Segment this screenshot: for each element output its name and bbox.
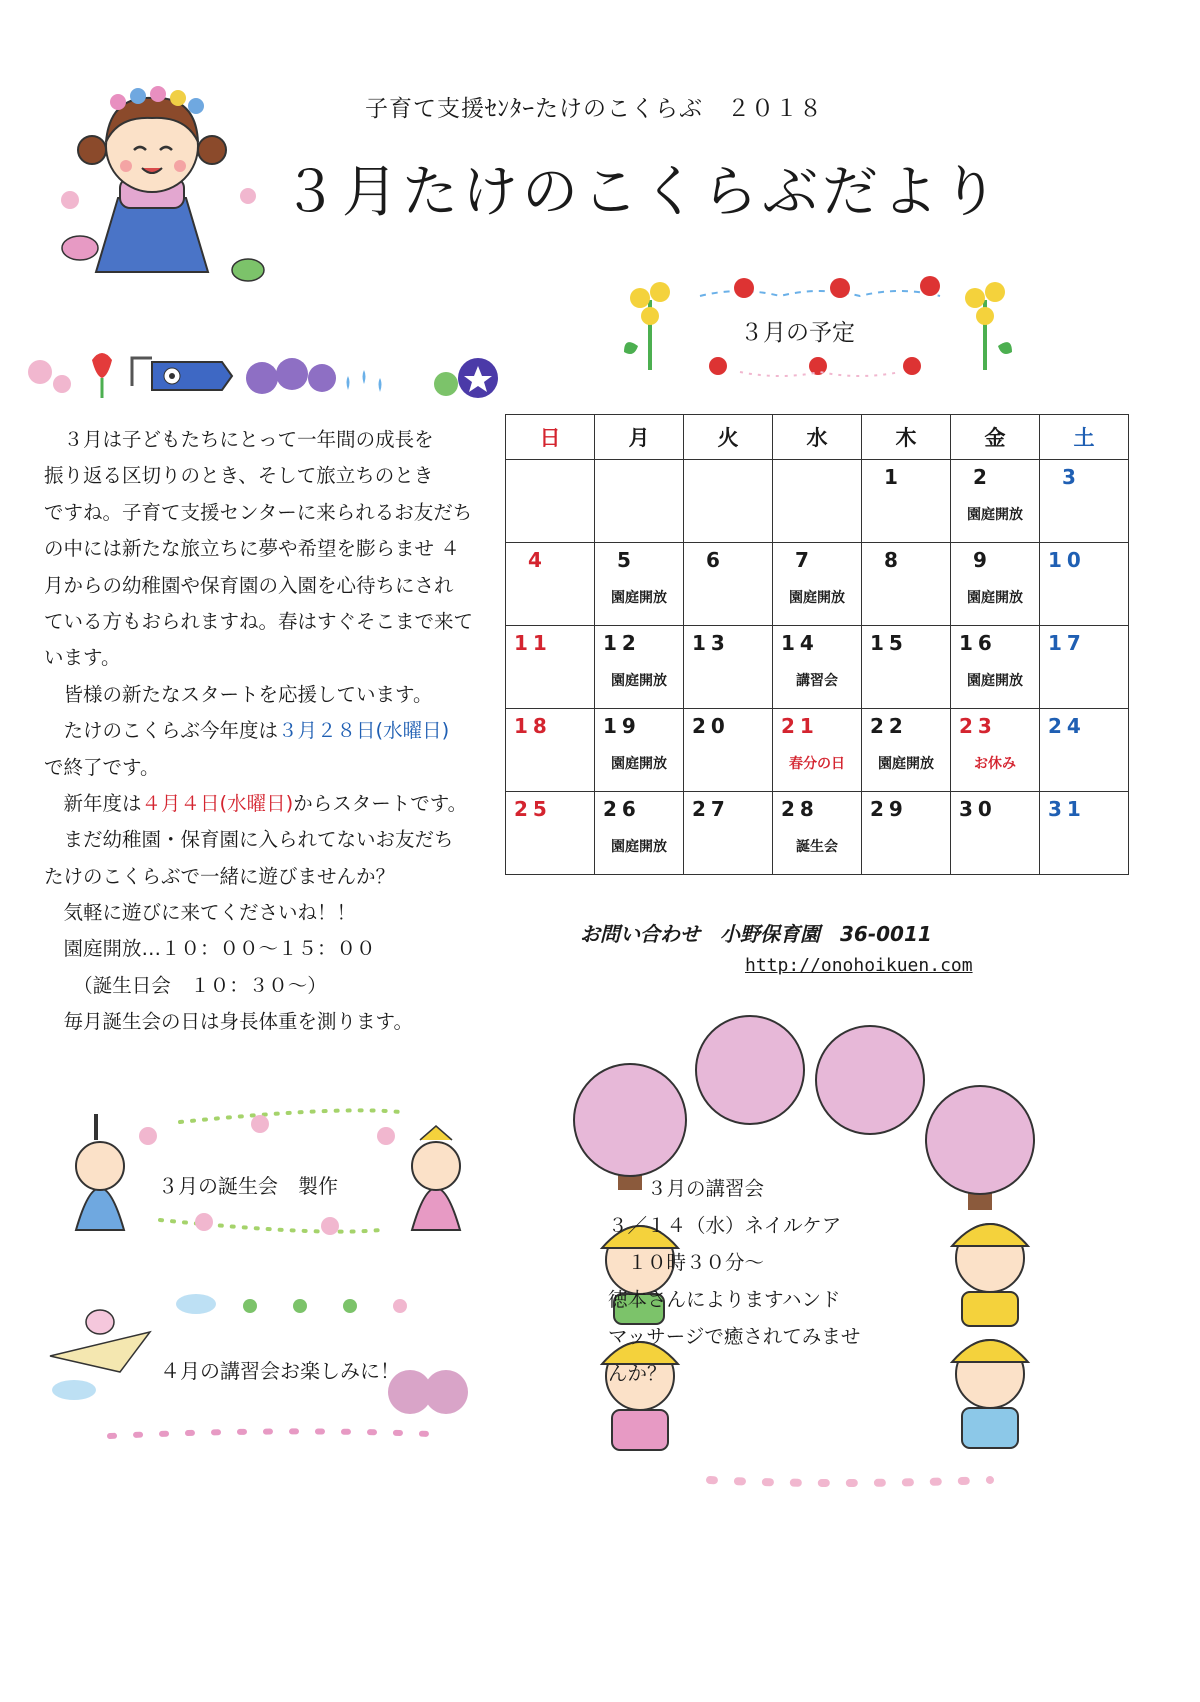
day-number: 2 xyxy=(973,465,992,489)
day-event: 園庭開放 xyxy=(967,673,1023,689)
calendar-day-cell xyxy=(506,709,595,792)
day-number: 20 xyxy=(692,714,730,738)
intro-line: の中には新たな旅立ちに夢や希望を膨らませ ４ xyxy=(44,537,460,561)
calendar-week-row xyxy=(506,543,1129,626)
calendar-day-cell xyxy=(1040,709,1129,792)
intro-line: ている方もおられますね。春はすぐそこまで来て xyxy=(44,609,474,633)
weekday-header: 火 xyxy=(684,415,773,460)
calendar-header-row xyxy=(506,415,1129,460)
intro-line: ですね。子育て支援センターに来られるお友だち xyxy=(44,500,473,524)
birthday-craft-label: ３月の誕生会 製作 xyxy=(158,1174,338,1198)
calendar-day-cell xyxy=(862,626,951,709)
day-number: 11 xyxy=(514,631,552,655)
calendar-day-cell xyxy=(684,460,773,543)
intro-line: 月からの幼稚園や保育園の入園を心待ちにされ xyxy=(44,573,454,597)
day-number: 1 xyxy=(884,465,903,489)
lecture-line: １０時３０分～ xyxy=(608,1251,765,1274)
calendar-day-cell xyxy=(862,460,951,543)
day-event: 園庭開放 xyxy=(611,673,667,689)
girl-illustration xyxy=(61,86,264,281)
calendar-table xyxy=(505,414,1129,875)
day-number: 24 xyxy=(1048,714,1086,738)
lecture-line: んか？ xyxy=(608,1362,667,1385)
intro-line: 皆様の新たなスタートを応援しています。 xyxy=(44,682,433,706)
day-event: 園庭開放 xyxy=(878,756,934,772)
day-number: 18 xyxy=(514,714,552,738)
calendar-week-row xyxy=(506,460,1129,543)
day-event: 園庭開放 xyxy=(967,507,1023,523)
end-date-line xyxy=(44,713,504,749)
weekday-header: 月 xyxy=(595,415,684,460)
april-lecture-label: ４月の講習会お楽しみに！ xyxy=(160,1359,400,1383)
weekday-header: 木 xyxy=(862,415,951,460)
calendar-day-cell xyxy=(862,543,951,626)
day-number: 9 xyxy=(973,548,992,572)
intro-line: まだ幼稚園・保育園に入られてないお友だち xyxy=(44,828,454,852)
end-suffix: で終了です。 xyxy=(44,755,160,779)
calendar-day-cell xyxy=(773,460,862,543)
calendar-day-cell xyxy=(684,543,773,626)
day-number: 31 xyxy=(1048,797,1086,821)
calendar-day-cell xyxy=(506,792,595,875)
start-date: ４月４日(水曜日) xyxy=(141,791,294,815)
calendar-body xyxy=(506,460,1129,875)
calendar-week-row xyxy=(506,792,1129,875)
weekday-header: 金 xyxy=(951,415,1040,460)
calendar-day-cell xyxy=(1040,543,1129,626)
day-number: 8 xyxy=(884,548,903,572)
calendar-day-cell xyxy=(951,792,1040,875)
calendar-week-row xyxy=(506,709,1129,792)
intro-line: 振り返る区切りのとき、そして旅立ちのとき xyxy=(44,464,434,488)
calendar-day-cell xyxy=(684,626,773,709)
intro-line: たけのこくらぶで一緒に遊びませんか？ xyxy=(44,864,396,888)
day-event: 講習会 xyxy=(796,673,838,689)
day-number: 23 xyxy=(959,714,997,738)
calendar-day-cell xyxy=(506,460,595,543)
day-number: 5 xyxy=(617,548,636,572)
day-number: 13 xyxy=(692,631,730,655)
day-number: 3 xyxy=(1062,465,1081,489)
lecture-line: 徳本さんによりますハンド xyxy=(608,1288,841,1311)
day-number: 29 xyxy=(870,797,908,821)
calendar-day-cell xyxy=(1040,792,1129,875)
calendar-day-cell xyxy=(773,709,862,792)
intro-line: 園庭開放…１０：００～１５：００ xyxy=(44,937,376,961)
weekday-header: 日 xyxy=(506,415,595,460)
lecture-line: マッサージで癒されてみませ xyxy=(608,1325,861,1348)
calendar-day-cell xyxy=(773,543,862,626)
day-number: 10 xyxy=(1048,548,1086,572)
weekday-header: 土 xyxy=(1040,415,1129,460)
calendar-day-cell xyxy=(595,626,684,709)
day-number: 25 xyxy=(514,797,552,821)
day-number: 28 xyxy=(781,797,819,821)
weekday-header: 水 xyxy=(773,415,862,460)
intro-line: 毎月誕生会の日は身長体重を測ります。 xyxy=(44,1010,413,1034)
day-number: 30 xyxy=(959,797,997,821)
day-number: 6 xyxy=(706,548,725,572)
day-number: 26 xyxy=(603,797,641,821)
day-number: 7 xyxy=(795,548,814,572)
schedule-label: ３月の予定 xyxy=(740,320,855,346)
end-date: ３月２８日(水曜日) xyxy=(278,719,450,743)
day-number: 21 xyxy=(781,714,819,738)
day-event: 園庭開放 xyxy=(611,839,667,855)
day-number: 14 xyxy=(781,631,819,655)
start-prefix: 新年度は xyxy=(44,791,142,815)
calendar-day-cell xyxy=(951,709,1040,792)
start-date-line xyxy=(44,786,504,822)
day-event: 園庭開放 xyxy=(789,590,845,606)
calendar-day-cell xyxy=(862,709,951,792)
day-number: 27 xyxy=(692,797,730,821)
calendar-day-cell xyxy=(595,709,684,792)
flower-border xyxy=(28,353,498,398)
day-number: 15 xyxy=(870,631,908,655)
lecture-info xyxy=(608,1170,968,1392)
calendar-day-cell xyxy=(773,626,862,709)
day-number: 19 xyxy=(603,714,641,738)
calendar-day-cell xyxy=(1040,626,1129,709)
calendar-week-row xyxy=(506,626,1129,709)
calendar-day-cell xyxy=(951,460,1040,543)
day-event: 園庭開放 xyxy=(611,756,667,772)
website-link[interactable]: http://onohoikuen.com xyxy=(745,955,973,976)
calendar-day-cell xyxy=(1040,460,1129,543)
intro-line: います。 xyxy=(44,646,121,670)
calendar-day-cell xyxy=(506,626,595,709)
day-number: 4 xyxy=(528,548,547,572)
calendar-day-cell xyxy=(595,543,684,626)
calendar-day-cell xyxy=(773,792,862,875)
calendar-day-cell xyxy=(684,709,773,792)
intro-line: ３月は子どもたちにとって一年間の成長を xyxy=(44,428,434,451)
calendar-day-cell xyxy=(862,792,951,875)
lecture-line: ３／１４（水）ネイルケア xyxy=(608,1214,842,1237)
day-number: 22 xyxy=(870,714,908,738)
intro-line: （誕生日会 １０：３０～） xyxy=(44,973,327,997)
day-event: 園庭開放 xyxy=(611,590,667,606)
org-line: 子育て支援ｾﾝﾀｰたけのこくらぶ ２０１８ xyxy=(365,96,823,122)
day-number: 16 xyxy=(959,631,997,655)
day-event: 園庭開放 xyxy=(967,590,1023,606)
calendar-day-cell xyxy=(595,792,684,875)
calendar-day-cell xyxy=(506,543,595,626)
day-event: お休み xyxy=(974,756,1016,772)
calendar-day-cell xyxy=(595,460,684,543)
intro-text xyxy=(44,422,504,1041)
calendar-day-cell xyxy=(684,792,773,875)
contact-info: お問い合わせ 小野保育園 36-0011 xyxy=(580,922,932,946)
page-title: ３月たけのこくらぶだより xyxy=(282,160,1002,225)
day-event: 誕生会 xyxy=(796,839,838,855)
calendar-day-cell xyxy=(951,626,1040,709)
start-suffix: からスタートです。 xyxy=(293,791,468,815)
day-number: 12 xyxy=(603,631,641,655)
lecture-line: ３月の講習会 xyxy=(608,1177,765,1200)
end-prefix: たけのこくらぶ今年度は xyxy=(44,719,279,743)
calendar-day-cell xyxy=(951,543,1040,626)
day-number: 17 xyxy=(1048,631,1086,655)
intro-line: 気軽に遊びに来てくださいね！！ xyxy=(44,901,357,925)
day-event: 春分の日 xyxy=(789,756,845,772)
